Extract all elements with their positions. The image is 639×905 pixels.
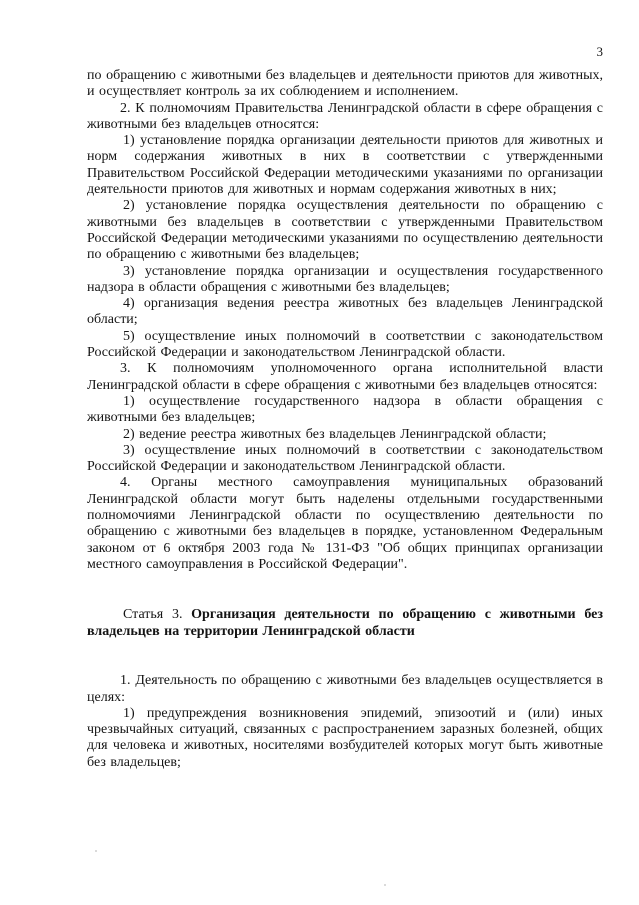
list-item-article3-1: 1) предупреждения возникновения эпидемий, эпизоотий и (или) иных чрезвычайных ситуаций, связанных с распространением заразных болезней, общих для человека и животных, носителями возбудителей которых могут быть животные без владельцев; — [87, 705, 603, 770]
article-prefix: Статья 3. — [123, 607, 183, 623]
list-item-2-3: 3) установление порядка организации и осуществления государственного надзора в области обращения с животными без владельцев; — [87, 263, 603, 295]
list-item-3-1: 1) осуществление государственного надзора в области обращения с животными без владельцев; — [87, 393, 603, 426]
scan-speck — [95, 850, 97, 852]
paragraph-point-4: 4. Органы местного самоуправления муниципальных образований Ленинградской области могут быть наделены отдельными государственными полномочиями Ленинградской области по осуществлению деятельности по обращению с животными без владельцев в порядке, установленном Федеральным законом от 6 октября 2003 года № 131-ФЗ "Об общих принципах организации местного самоуправления в Российской Федерации". — [87, 475, 603, 572]
article-heading — [87, 606, 603, 640]
article-title: Организация деятельности по обращению с животными без владельцев на территории Ленинградской области — [87, 607, 603, 640]
page-number: 3 — [596, 44, 603, 59]
list-item-3-2: 2) ведение реестра животных без владельцев Ленинградской области; — [123, 426, 547, 442]
scan-speck — [384, 884, 386, 886]
list-item-2-5: 5) осуществление иных полномочий в соответствии с законодательством Российской Федерации и законодательством Ленинградской области. — [87, 328, 603, 361]
paragraph-point-3: 3. К полномочиям уполномоченного органа исполнительной власти Ленинградской области в сфере обращения с животными без владельцев относятся: — [87, 361, 603, 393]
list-item-2-4: 4) организация ведения реестра животных без владельцев Ленинградской области; — [87, 296, 603, 328]
paragraph-point-2: 2. К полномочиям Правительства Ленинградской области в сфере обращения с животными без владельцев относятся: — [87, 100, 603, 132]
paragraph-article3-point-1: 1. Деятельность по обращению с животными без владельцев осуществляется в целях: — [87, 673, 603, 705]
list-item-3-3: 3) осуществление иных полномочий в соответствии с законодательством Российской Федерации и законодательством Ленинградской области. — [87, 442, 603, 475]
list-item-2-2: 2) установление порядка осуществления деятельности по обращению с животными без владельцев в соответствии с утвержденными Правительством Российской Федерации методическими указаниями по осуществлению деятельности по обращению с животными без владельцев; — [87, 198, 603, 263]
list-item-2-1: 1) установление порядка организации деятельности приютов для животных и норм содержания животных в них в соответствии с утвержденными Правительством Российской Федерации методическими указаниями по организации деятельности приютов для животных и нормам содержания животных в них; — [87, 133, 603, 198]
paragraph-continuation: по обращению с животными без владельцев и деятельности приютов для животных, и осуществляет контроль за их соблюдением и исполнением. — [87, 68, 603, 100]
document-body — [87, 68, 603, 771]
